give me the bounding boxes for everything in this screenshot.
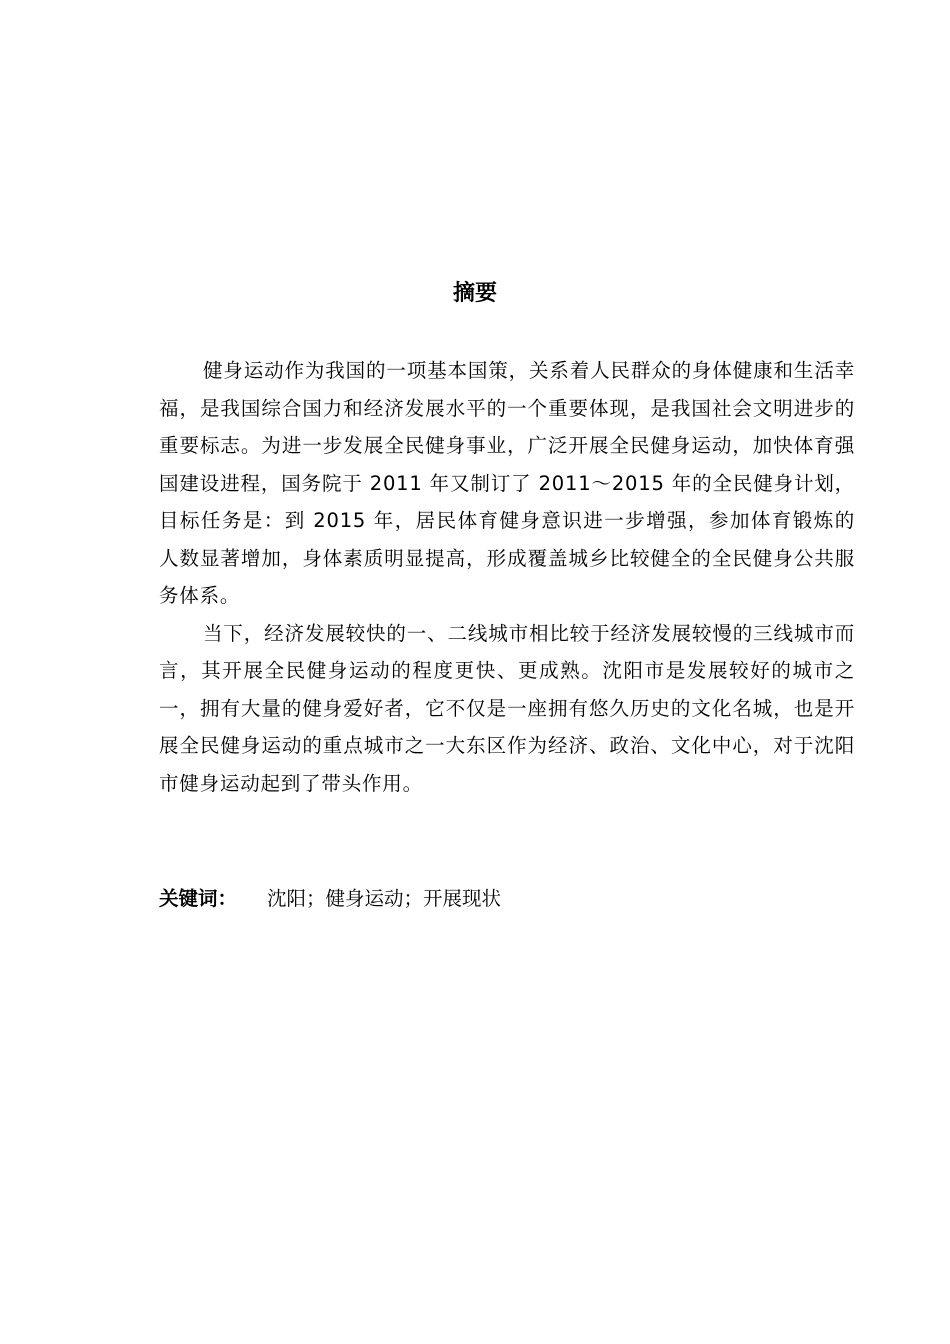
abstract-paragraph-2: 当下，经济发展较快的一、二线城市相比较于经济发展较慢的三线城市而言，其开展全民健身运动的程度更快、更成熟。沈阳市是发展较好的城市之一，拥有大量的健身爱好者，它不仅是一座拥有悠久历史的文化名城，也是开展全民健身运动的重点城市之一大东区作为经济、政治、文化中心，对于沈阳市健身运动起到了带头作用。 bbox=[159, 621, 855, 795]
keywords-value: 沈阳；健身运动；开展现状 bbox=[267, 887, 502, 910]
keywords-label: 关键词： bbox=[159, 887, 238, 910]
abstract-body bbox=[159, 352, 855, 802]
keywords-line bbox=[159, 882, 859, 916]
abstract-paragraph-1: 健身运动作为我国的一项基本国策，关系着人民群众的身体健康和生活幸福，是我国综合国力和经济发展水平的一个重要体现，是我国社会文明进步的重要标志。为进一步发展全民健身事业，广泛开展全民健身运动，加快体育强国建设进程，国务院于 2011 年又制订了 2011～2015 年的全民健身计划，目标任务是：到 2015 年，居民体育健身意识进一步增强，参加体育锻炼的人数显著增加，身体素质明显提高，形成覆盖城乡比较健全的全民健身公共服务体系。 bbox=[159, 359, 855, 607]
abstract-title: 摘要 bbox=[452, 281, 497, 306]
